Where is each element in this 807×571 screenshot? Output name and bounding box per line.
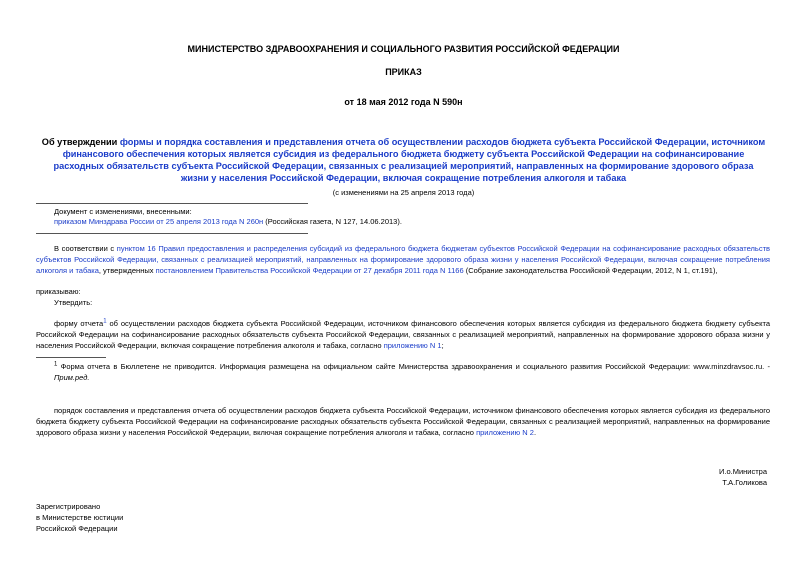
signatory-name: Т.А.Голикова <box>722 478 767 487</box>
preamble-paragraph <box>36 243 770 276</box>
item-1-text: об осуществлении расходов бюджета субъекта Российской Федерации, источником финансового обеспечения которых является субсидия из федерального бюджета бюджету субъекта Российской Федерации на софинансирование расходных обязательств субъекта Российской Федерации, связанных с реализацией мероприятий, направленных на формирование здорового образа жизни у населения Российской Федерации, включая сокращение потребления алкоголя и табака, согласно <box>36 319 770 350</box>
divider-bottom <box>36 233 308 234</box>
ministry-heading: МИНИСТЕРСТВО ЗДРАВООХРАНЕНИЯ И СОЦИАЛЬНОГО РАЗВИТИЯ РОССИЙСКОЙ ФЕДЕРАЦИИ <box>187 44 620 54</box>
registration-line-3: Российской Федерации <box>36 524 118 533</box>
item-2-paragraph <box>36 405 770 438</box>
appendix-1-link[interactable]: приложению N 1 <box>383 341 442 350</box>
divider-top <box>36 203 308 204</box>
preamble-link-rules[interactable]: пунктом 16 Правил предоставления и распределения субсидий из федерального бюджета бюджетам субъектов Российской Федерации на софинансирование расходных обязательств субъектов Российской Федерации, связанных с реализацией мероприятий, направленных на формирование здорового образа жизни у населения Российской Федерации, включая сокращение потребления алкоголя и табака <box>36 244 771 275</box>
appendix-2-link[interactable]: приложению N 2 <box>476 428 534 437</box>
amendment-note: (с изменениями на 25 апреля 2013 года) <box>332 188 475 197</box>
footnote-divider <box>36 357 106 358</box>
history-entry <box>54 217 402 226</box>
title-prefix: Об утверждении <box>41 137 118 147</box>
document-title <box>40 136 767 184</box>
footnote-text: Форма отчета в Бюллетене не приводится. Информация размещена на официальном сайте Министерства здравоохранения и социального развития Российской Федерации: www.minzdravsoc.ru. - <box>57 362 770 371</box>
approve-word: Утвердить: <box>54 298 93 307</box>
order-word: приказываю: <box>36 287 81 296</box>
item-1-text: ; <box>441 341 444 350</box>
footnote-ref[interactable]: 1 <box>103 318 107 325</box>
footnote-editor-note: Прим.ред. <box>54 373 90 382</box>
history-source: (Российская газета, N 127, 14.06.2013). <box>263 217 402 226</box>
registration-line-1: Зарегистрировано <box>36 502 101 511</box>
preamble-text: В соответствии с <box>54 244 117 253</box>
registration-line-2: в Министерстве юстиции <box>36 513 124 522</box>
item-2-text: . <box>533 428 537 437</box>
footnote <box>54 361 770 383</box>
item-2-text: порядок составления и представления отчета об осуществлении расходов бюджета субъекта Российской Федерации, источником финансового обеспечения которых является субсидия из федерального бюджета бюджету субъекта Российской Федерации на софинансирование расходных обязательств субъекта Российской Федерации, связанных с реализацией мероприятий, направленных на формирование здорового образа жизни у населения Российской Федерации, включая сокращение потребления алкоголя и табака, согласно <box>36 406 770 437</box>
footnote-mark: 1 <box>54 361 58 368</box>
history-caption: Документ с изменениями, внесенными: <box>54 207 192 216</box>
preamble-text: (Собрание законодательства Российской Федерации, 2012, N 1, ст.191), <box>463 266 718 275</box>
preamble-link-resolution[interactable]: постановлением Правительства Российской Федерации от 27 декабря 2011 года N 1166 <box>155 266 464 275</box>
signatory-role: И.о.Министра <box>718 467 767 476</box>
history-link[interactable]: приказом Минздрава России от 25 апреля 2013 года N 260н <box>54 217 264 226</box>
document-type: ПРИКАЗ <box>385 67 422 77</box>
document-date-number: от 18 мая 2012 года N 590н <box>344 97 463 107</box>
item-1-paragraph <box>36 318 770 351</box>
item-1-text: форму отчета <box>54 319 104 328</box>
preamble-text: , утвержденных <box>98 266 156 275</box>
title-link[interactable]: формы и порядка составления и представления отчета об осуществлении расходов бюджета субъекта Российской Федерации, источником финансового обеспечения которых является субсидия из федерального бюджета бюджету субъекта Российской Федерации на софинансирование расходных обязательств субъекта Российской Федерации, связанных с реализацией мероприятий, направленных на формирование здорового образа жизни у населения Российской Федерации, включая сокращение потребления алкоголя и табака <box>53 137 766 183</box>
